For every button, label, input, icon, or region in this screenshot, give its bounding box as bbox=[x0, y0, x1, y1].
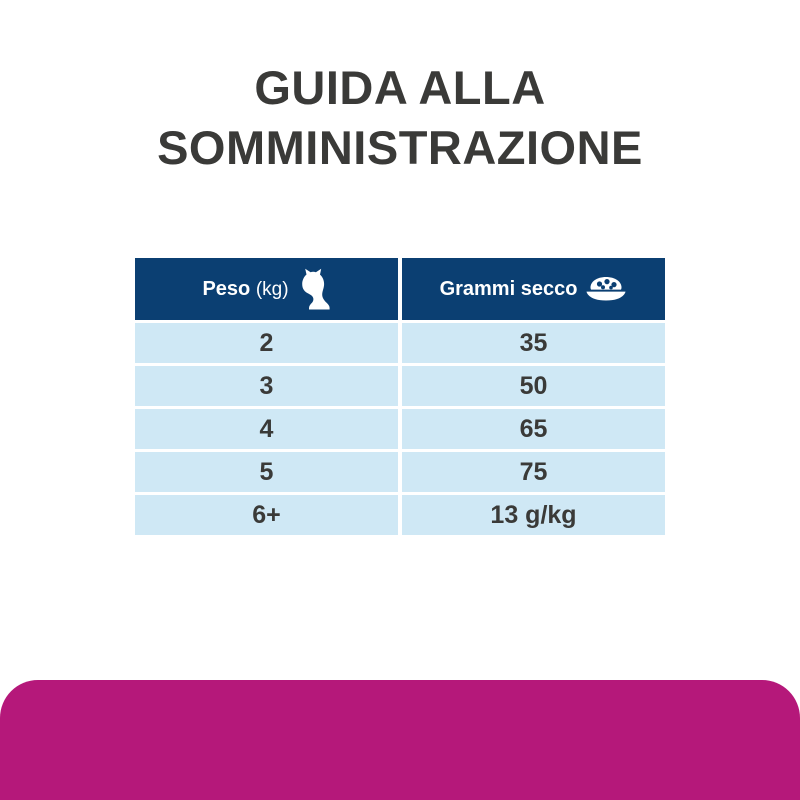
header-weight-text bbox=[202, 278, 288, 301]
header-cell-weight bbox=[135, 258, 398, 320]
cell-grams: 65 bbox=[402, 409, 665, 449]
header-weight-unit: (kg) bbox=[255, 278, 289, 300]
table-row bbox=[135, 366, 665, 406]
cell-grams: 35 bbox=[402, 323, 665, 363]
table-row bbox=[135, 452, 665, 492]
food-bowl-icon bbox=[585, 273, 627, 305]
table-row bbox=[135, 495, 665, 535]
page-title-line-1: GUIDA ALLA bbox=[254, 61, 546, 114]
feeding-table-container bbox=[131, 255, 669, 538]
cell-grams: 13 g/kg bbox=[402, 495, 665, 535]
table-row bbox=[135, 409, 665, 449]
header-grams-text: Grammi secco bbox=[439, 277, 578, 300]
cell-weight: 4 bbox=[135, 409, 398, 449]
feeding-table bbox=[131, 255, 669, 538]
cell-weight: 5 bbox=[135, 452, 398, 492]
cell-grams: 50 bbox=[402, 366, 665, 406]
page-title bbox=[0, 58, 800, 178]
table-row bbox=[135, 323, 665, 363]
table-head bbox=[135, 258, 665, 320]
cat-icon bbox=[297, 268, 331, 310]
bottom-color-band bbox=[0, 680, 800, 800]
header-cell-dry-grams bbox=[402, 258, 665, 320]
page-title-line-2: SOMMINISTRAZIONE bbox=[157, 121, 643, 174]
cell-weight: 2 bbox=[135, 323, 398, 363]
cell-weight: 6+ bbox=[135, 495, 398, 535]
cell-grams: 75 bbox=[402, 452, 665, 492]
header-weight-label: Peso bbox=[202, 277, 251, 300]
cell-weight: 3 bbox=[135, 366, 398, 406]
table-body bbox=[135, 323, 665, 535]
table-header-row bbox=[135, 258, 665, 320]
